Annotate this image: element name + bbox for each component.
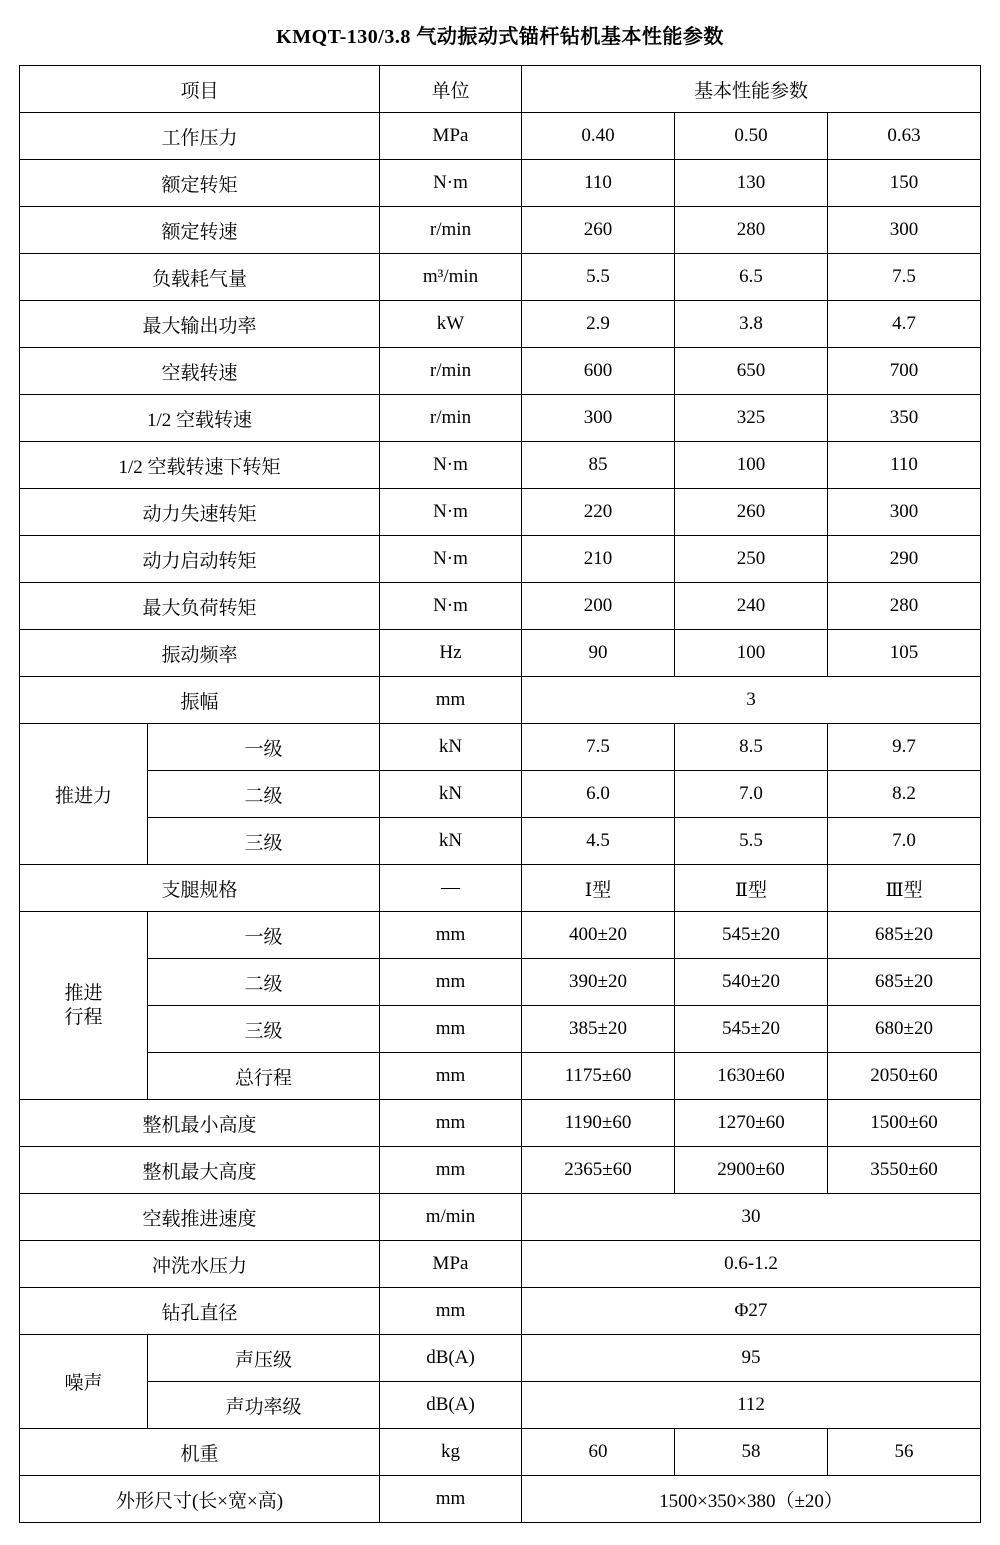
- row-unit: kN: [380, 771, 522, 818]
- row-unit: dB(A): [380, 1335, 522, 1382]
- table-row-hole-diameter: [19, 1288, 980, 1335]
- group-label-line2: 行程: [64, 1006, 103, 1028]
- row-unit: kg: [380, 1429, 522, 1476]
- row-value-3: 7.5: [828, 254, 981, 301]
- row-value-1: 1190±60: [522, 1100, 675, 1147]
- row-value-1: 400±20: [522, 912, 675, 959]
- table-row-feed-speed: [19, 1194, 980, 1241]
- row-label: 总行程: [147, 1053, 379, 1100]
- row-unit: N·m: [380, 536, 522, 583]
- row-value-2: 0.50: [675, 113, 828, 160]
- row-label: 1/2 空载转速: [19, 395, 379, 442]
- row-unit: MPa: [380, 113, 522, 160]
- row-value-3: 150: [828, 160, 981, 207]
- row-value-2: 1630±60: [675, 1053, 828, 1100]
- row-label: 负载耗气量: [19, 254, 379, 301]
- row-value-2: 130: [675, 160, 828, 207]
- row-value-2: 8.5: [675, 724, 828, 771]
- row-value-2: 2900±60: [675, 1147, 828, 1194]
- row-value-1: 4.5: [522, 818, 675, 865]
- row-value-2: 325: [675, 395, 828, 442]
- row-value-1: 7.5: [522, 724, 675, 771]
- row-value-merged: 0.6-1.2: [522, 1241, 981, 1288]
- page-title: KMQT-130/3.8 气动振动式锚杆钻机基本性能参数: [276, 26, 724, 48]
- table-row-thrust-1: [19, 724, 980, 771]
- row-label: 二级: [147, 959, 379, 1006]
- row-value-3: Ⅲ型: [828, 865, 981, 912]
- row-unit: r/min: [380, 207, 522, 254]
- group-label-stroke: [19, 912, 147, 1100]
- row-value-1: 85: [522, 442, 675, 489]
- row-unit: dB(A): [380, 1382, 522, 1429]
- table-row-weight: [19, 1429, 980, 1476]
- row-value-merged: 112: [522, 1382, 981, 1429]
- row-unit: N·m: [380, 489, 522, 536]
- row-label: 振幅: [19, 677, 379, 724]
- row-value-3: 680±20: [828, 1006, 981, 1053]
- row-value-2: 7.0: [675, 771, 828, 818]
- row-value-merged: 3: [522, 677, 981, 724]
- row-value-1: 300: [522, 395, 675, 442]
- table-row-stroke-total: [19, 1053, 980, 1100]
- row-label: 一级: [147, 912, 379, 959]
- row-value-2: 58: [675, 1429, 828, 1476]
- row-label: 1/2 空载转速下转矩: [19, 442, 379, 489]
- table-row-leg-spec: [19, 865, 980, 912]
- row-label: 外形尺寸(长×宽×高): [19, 1476, 379, 1523]
- row-value-3: 700: [828, 348, 981, 395]
- row-unit: mm: [380, 1288, 522, 1335]
- row-value-1: 220: [522, 489, 675, 536]
- table-row: [19, 160, 980, 207]
- row-value-3: 685±20: [828, 912, 981, 959]
- row-value-1: 5.5: [522, 254, 675, 301]
- row-value-1: 200: [522, 583, 675, 630]
- row-value-3: 9.7: [828, 724, 981, 771]
- row-value-3: 8.2: [828, 771, 981, 818]
- group-label-thrust: 推进力: [19, 724, 147, 865]
- row-unit: Hz: [380, 630, 522, 677]
- row-value-1: 2365±60: [522, 1147, 675, 1194]
- row-value-2: 100: [675, 442, 828, 489]
- row-label: 动力失速转矩: [19, 489, 379, 536]
- row-label: 振动频率: [19, 630, 379, 677]
- table-row-max-height: [19, 1147, 980, 1194]
- row-unit: mm: [380, 912, 522, 959]
- row-label: 声压级: [147, 1335, 379, 1382]
- row-value-merged: 30: [522, 1194, 981, 1241]
- row-unit: —: [380, 865, 522, 912]
- row-value-2: 650: [675, 348, 828, 395]
- row-unit: mm: [380, 1147, 522, 1194]
- row-label: 一级: [147, 724, 379, 771]
- row-value-2: 260: [675, 489, 828, 536]
- row-value-merged: Φ27: [522, 1288, 981, 1335]
- row-label: 额定转速: [19, 207, 379, 254]
- row-value-3: 300: [828, 489, 981, 536]
- row-value-3: 300: [828, 207, 981, 254]
- table-row-noise-spl: [19, 1335, 980, 1382]
- table-row-amplitude: [19, 677, 980, 724]
- row-value-2: 5.5: [675, 818, 828, 865]
- table-row-min-height: [19, 1100, 980, 1147]
- row-label: 二级: [147, 771, 379, 818]
- table-row: [19, 348, 980, 395]
- table-row: [19, 630, 980, 677]
- table-row-thrust-3: [19, 818, 980, 865]
- row-value-2: 240: [675, 583, 828, 630]
- row-value-merged: 95: [522, 1335, 981, 1382]
- row-label: 冲洗水压力: [19, 1241, 379, 1288]
- row-label: 整机最大高度: [19, 1147, 379, 1194]
- row-unit: kW: [380, 301, 522, 348]
- row-unit: kN: [380, 724, 522, 771]
- group-label-noise: 噪声: [19, 1335, 147, 1429]
- table-row: [19, 583, 980, 630]
- row-value-2: 280: [675, 207, 828, 254]
- row-unit: m/min: [380, 1194, 522, 1241]
- table-row: [19, 442, 980, 489]
- row-unit: N·m: [380, 583, 522, 630]
- row-value-1: 210: [522, 536, 675, 583]
- row-value-2: Ⅱ型: [675, 865, 828, 912]
- row-value-1: 0.40: [522, 113, 675, 160]
- row-unit: N·m: [380, 160, 522, 207]
- header-unit: 单位: [380, 66, 522, 113]
- row-value-1: 6.0: [522, 771, 675, 818]
- row-value-2: 545±20: [675, 1006, 828, 1053]
- row-value-1: 110: [522, 160, 675, 207]
- table-row-dimensions: [19, 1476, 980, 1523]
- table-row: [19, 536, 980, 583]
- row-value-3: 0.63: [828, 113, 981, 160]
- row-label: 最大负荷转矩: [19, 583, 379, 630]
- row-value-1: 1175±60: [522, 1053, 675, 1100]
- row-value-2: 100: [675, 630, 828, 677]
- row-label: 动力启动转矩: [19, 536, 379, 583]
- row-unit: N·m: [380, 442, 522, 489]
- row-value-3: 3550±60: [828, 1147, 981, 1194]
- row-value-merged: 1500×350×380（±20）: [522, 1476, 981, 1523]
- row-value-1: 260: [522, 207, 675, 254]
- header-item: 项目: [19, 66, 379, 113]
- table-row-stroke-1: [19, 912, 980, 959]
- row-value-1: 2.9: [522, 301, 675, 348]
- row-unit: kN: [380, 818, 522, 865]
- row-unit: mm: [380, 959, 522, 1006]
- row-value-2: 1270±60: [675, 1100, 828, 1147]
- row-value-3: 685±20: [828, 959, 981, 1006]
- table-row: [19, 395, 980, 442]
- row-label: 声功率级: [147, 1382, 379, 1429]
- row-label: 机重: [19, 1429, 379, 1476]
- row-value-2: 545±20: [675, 912, 828, 959]
- table-row: [19, 113, 980, 160]
- row-unit: r/min: [380, 395, 522, 442]
- row-label: 钻孔直径: [19, 1288, 379, 1335]
- row-unit: mm: [380, 1006, 522, 1053]
- row-value-1: 60: [522, 1429, 675, 1476]
- table-row-stroke-2: [19, 959, 980, 1006]
- row-unit: m³/min: [380, 254, 522, 301]
- specification-table: [19, 65, 981, 1523]
- row-value-3: 290: [828, 536, 981, 583]
- row-value-3: 280: [828, 583, 981, 630]
- table-row-flush-pressure: [19, 1241, 980, 1288]
- row-value-2: 3.8: [675, 301, 828, 348]
- row-value-3: 4.7: [828, 301, 981, 348]
- table-row-noise-power: [19, 1382, 980, 1429]
- row-value-3: 350: [828, 395, 981, 442]
- row-unit: mm: [380, 677, 522, 724]
- row-unit: mm: [380, 1053, 522, 1100]
- row-unit: mm: [380, 1476, 522, 1523]
- row-value-3: 2050±60: [828, 1053, 981, 1100]
- table-row-thrust-2: [19, 771, 980, 818]
- row-value-1: 385±20: [522, 1006, 675, 1053]
- row-value-3: 1500±60: [828, 1100, 981, 1147]
- header-params: 基本性能参数: [522, 66, 981, 113]
- table-row: [19, 254, 980, 301]
- row-label: 空载推进速度: [19, 1194, 379, 1241]
- row-label: 支腿规格: [19, 865, 379, 912]
- row-value-1: Ⅰ型: [522, 865, 675, 912]
- table-header-row: [19, 66, 980, 113]
- row-unit: mm: [380, 1100, 522, 1147]
- row-label: 三级: [147, 818, 379, 865]
- table-row-stroke-3: [19, 1006, 980, 1053]
- row-unit: r/min: [380, 348, 522, 395]
- row-label: 空载转速: [19, 348, 379, 395]
- table-row: [19, 489, 980, 536]
- row-label: 三级: [147, 1006, 379, 1053]
- row-value-3: 56: [828, 1429, 981, 1476]
- row-value-3: 7.0: [828, 818, 981, 865]
- row-value-2: 540±20: [675, 959, 828, 1006]
- row-value-1: 390±20: [522, 959, 675, 1006]
- table-row: [19, 207, 980, 254]
- table-row: [19, 301, 980, 348]
- row-label: 整机最小高度: [19, 1100, 379, 1147]
- row-value-1: 600: [522, 348, 675, 395]
- row-value-2: 6.5: [675, 254, 828, 301]
- row-label: 最大输出功率: [19, 301, 379, 348]
- row-value-2: 250: [675, 536, 828, 583]
- row-unit: MPa: [380, 1241, 522, 1288]
- group-label-line1: 推进: [64, 982, 103, 1004]
- row-value-3: 105: [828, 630, 981, 677]
- row-value-3: 110: [828, 442, 981, 489]
- row-label: 额定转矩: [19, 160, 379, 207]
- row-value-1: 90: [522, 630, 675, 677]
- row-label: 工作压力: [19, 113, 379, 160]
